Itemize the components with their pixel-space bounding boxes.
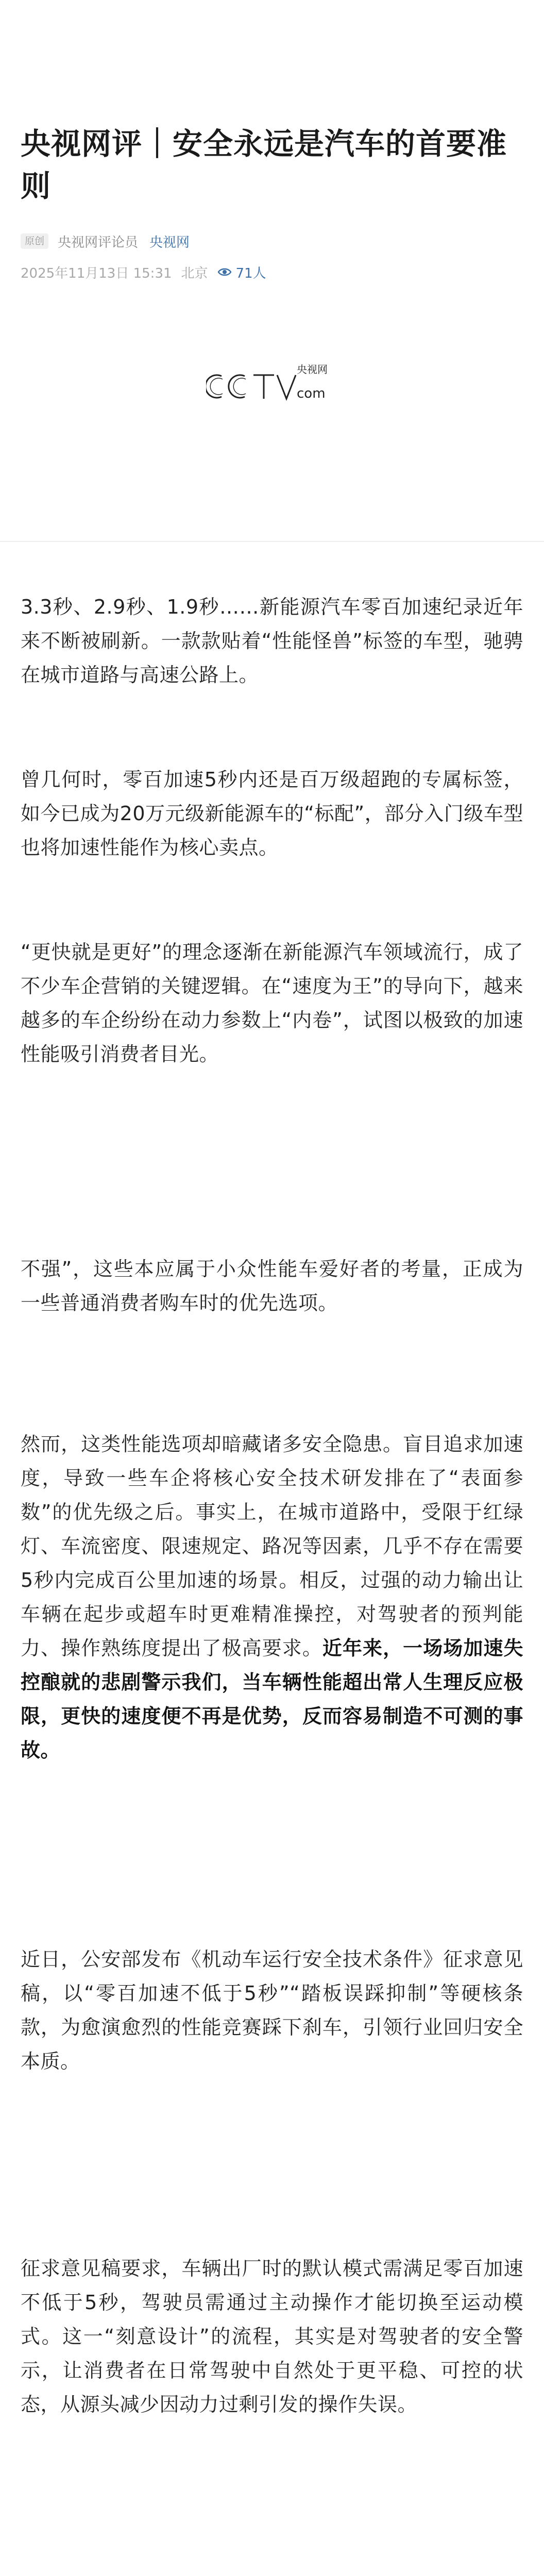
article-meta [21,232,190,250]
eye-icon [217,267,232,277]
paragraph: 近日，公安部发布《机动车运行安全技术条件》征求意见稿，以“零百加速不低于5秒”“踏板误踩抑制”等硬核条款，为愈演愈烈的性能竞赛踩下刹车，引领行业回归安全本质。 [21,1948,523,2073]
original-badge: 原创 [21,233,48,249]
article-meta-secondary [21,263,285,281]
divider [0,541,544,542]
read-count [217,263,276,282]
paragraph: 3.3秒、2.9秒、1.9秒……新能源汽车零百加速纪录近年来不断被刷新。一款款贴着“性能怪兽”标签的车型，驰骋在城市道路与高速公路上。 [21,596,523,686]
paragraph: “更快就是更好”的理念逐渐在新能源汽车领域流行，成了不少车企营销的关键逻辑。在“速度为王”的导向下，越来越多的车企纷纷在动力参数上“内卷”，试图以极致的加速性能吸引消费者目光。 [21,941,523,1065]
publish-location: 北京 [181,265,208,281]
paragraph: 征求意见稿要求，车辆出厂时的默认模式需满足零百加速不低于5秒，驾驶员需通过主动操作才能切换至运动模式。这一“刻意设计”的流程，其实是对驾驶者的安全警示，让消费者在日常驾驶中自然处于更平稳、可控的状态，从源头减少因动力过剩引发的操作失误。 [21,2257,523,2416]
article-title: 央视网评｜安全永远是汽车的首要准则 [21,126,507,204]
read-count-value: 71人 [235,265,266,281]
cctv-logo [206,355,335,417]
source-link[interactable]: 央视网 [149,234,190,250]
logo-com: com [297,386,326,401]
publish-date: 2025年11月13日 15:31 [21,265,172,281]
paragraph: 然而，这类性能选项却暗藏诸多安全隐患。盲目追求加速度，导致一些车企将核心安全技术研发排在了“表面参数”的优先级之后。事实上，在城市道路中，受限于红绿灯、车流密度、限速规定、路况等因素，几乎不存在需要5秒内完成百公里加速的场景。相反，过强的动力输出让车辆在起步或超车时更难精准操控，对驾驶者的预判能力、操作熟练度提出了极高要求。近年来，一场场加速失控酿就的悲剧警示我们，当车辆性能超出常人生理反应极限，更快的速度便不再是优势，反而容易制造不可测的事故。 [21,1433,523,1761]
author-name: 央视网评论员 [58,234,139,250]
logo-site-name: 央视网 [297,363,328,376]
paragraph: 不强”，这些本应属于小众性能车爱好者的考量，正成为一些普通消费者购车时的优先选项。 [21,1258,523,1314]
paragraph: 曾几何时，零百加速5秒内还是百万级超跑的专属标签，如今已成为20万元级新能源车的“标配”，部分入门级车型也将加速性能作为核心卖点。 [21,768,523,859]
